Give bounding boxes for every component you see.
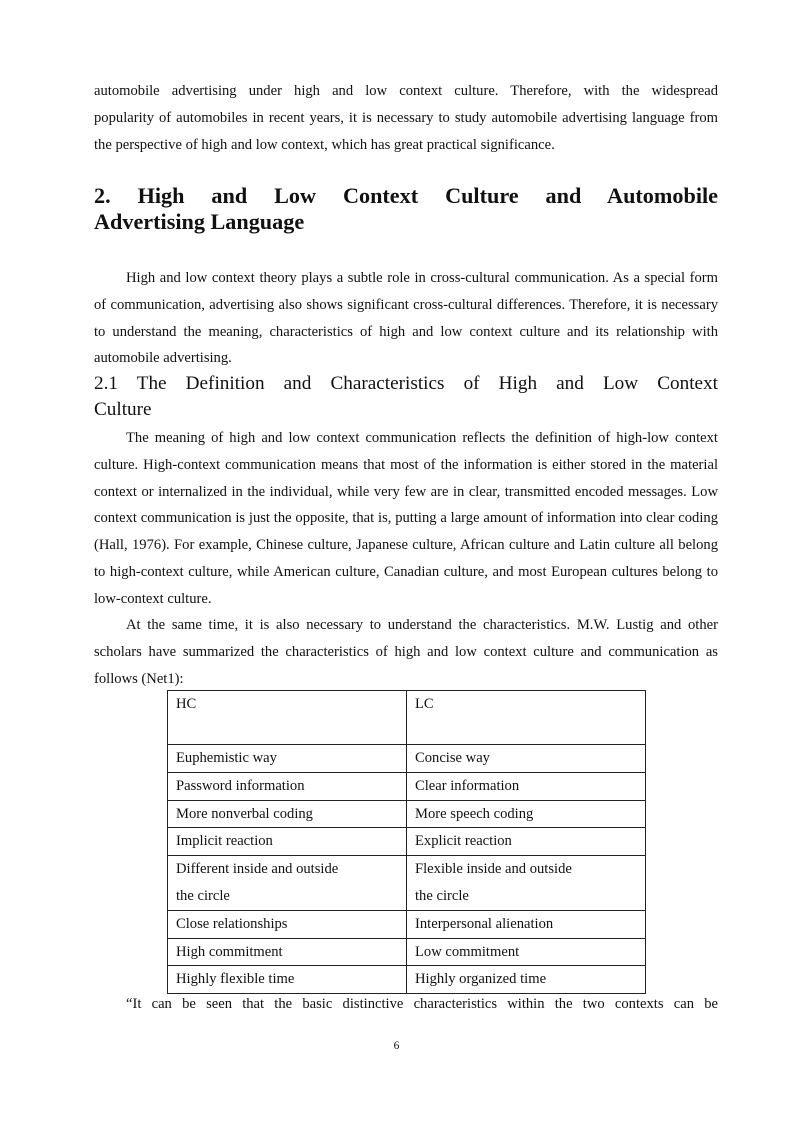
table-cell-hc: High commitment	[168, 938, 407, 966]
table-cell-lc: Low commitment	[407, 938, 646, 966]
section-2-1-heading-line-2: Culture	[94, 399, 152, 420]
section-2-1-paragraph-1: The meaning of high and low context communication reflects the definition of high-low context culture. High-context communication means that most of the information is either stored in the material context or internalized in the individual, while very few are in clear, transmitted encoded messages. Low context communication is just the opposite, that is, putting a large amount of information into clear coding (Hall, 1976). For example, Chinese culture, Japanese culture, African culture and Latin culture all belong to high-context culture, while American culture, Canadian culture, and most European cultures belong to low-context culture.	[94, 430, 718, 607]
table-cell-hc: Implicit reaction	[168, 828, 407, 856]
intro-paragraph	[94, 78, 718, 158]
table-header-lc: LC	[407, 691, 646, 745]
table-cell-hc-line-2: the circle	[176, 887, 230, 904]
intro-line-1: automobile advertising under high and low context culture. Therefore, with the widespread	[94, 83, 718, 99]
page-number: 6	[393, 1040, 400, 1052]
table-cell-hc: Close relationships	[168, 910, 407, 938]
section-2-paragraph: High and low context theory plays a subtle role in cross-cultural communication. As a special form of communication, advertising also shows significant cross-cultural differences. Therefore, it is necessary to understand the meaning, characteristics of high and low context culture and its relationship with automobile advertising.	[94, 270, 718, 367]
table-cell-lc: Concise way	[407, 745, 646, 773]
table-cell-hc: More nonverbal coding	[168, 800, 407, 828]
section-2-1-paragraph-2: At the same time, it is also necessary to understand the characteristics. M.W. Lustig and other scholars have summarized the characteristics of high and low context culture and communication as follows (Net1):	[94, 617, 718, 687]
table-cell-lc: Clear information	[407, 772, 646, 800]
section-2-1-heading	[94, 371, 718, 423]
section-2-heading	[94, 183, 718, 235]
table-cell-hc: Password information	[168, 772, 407, 800]
table-cell-lc-line-2: the circle	[415, 887, 469, 904]
table-row	[168, 828, 646, 856]
table-header-hc: HC	[168, 691, 407, 745]
section-2-1-heading-line-1: 2.1 The Definition and Characteristics of High and Low Context	[94, 373, 718, 394]
table-cell-lc	[407, 856, 646, 911]
intro-rest: popularity of automobiles in recent years, it is necessary to study automobile advertising language from the perspective of high and low context, which has great practical significance.	[94, 109, 718, 153]
table-cell-hc: Highly flexible time	[168, 966, 407, 994]
table-row	[168, 856, 646, 911]
table-cell-hc	[168, 856, 407, 911]
table-cell-hc: Euphemistic way	[168, 745, 407, 773]
table-row	[168, 966, 646, 994]
closing-line: “It can be seen that the basic distinctive characteristics within the two contexts can be	[126, 996, 718, 1012]
table-cell-lc: More speech coding	[407, 800, 646, 828]
table-row	[168, 745, 646, 773]
table-header-row	[168, 691, 646, 745]
table-row	[168, 772, 646, 800]
table-row	[168, 800, 646, 828]
table-cell-hc-line-1: Different inside and outside	[176, 861, 339, 878]
section-2-heading-line-1: 2. High and Low Context Culture and Automobile	[94, 183, 718, 208]
table-cell-lc: Interpersonal alienation	[407, 910, 646, 938]
table-cell-lc-line-1: Flexible inside and outside	[415, 861, 572, 878]
table-cell-lc: Highly organized time	[407, 966, 646, 994]
table-cell-lc: Explicit reaction	[407, 828, 646, 856]
table-row	[168, 938, 646, 966]
table-row	[168, 910, 646, 938]
hc-lc-comparison-table	[167, 690, 646, 994]
section-2-heading-line-2: Advertising Language	[94, 209, 305, 234]
